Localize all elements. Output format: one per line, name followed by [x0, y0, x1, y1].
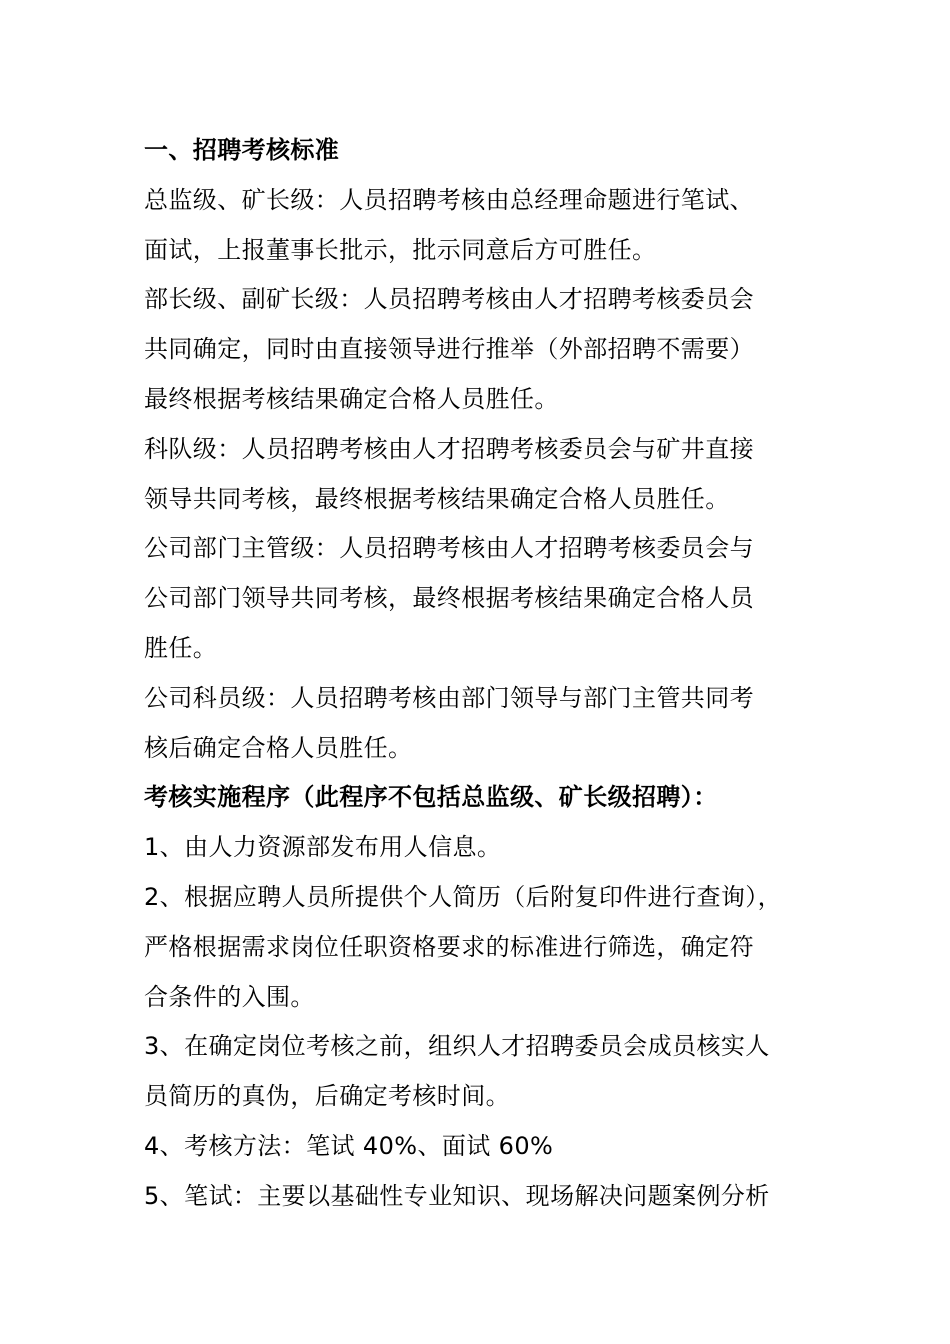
paragraph-line: 最终根据考核结果确定合格人员胜任。 [144, 384, 559, 413]
paragraph-line: 部长级、副矿长级：人员招聘考核由人才招聘考核委员会 [144, 285, 754, 314]
document-body [144, 126, 824, 1222]
procedure-heading: 考核实施程序（此程序不包括总监级、矿长级招聘）： [144, 783, 718, 812]
paragraph-line: 领导共同考核，最终根据考核结果确定合格人员胜任。 [144, 484, 730, 513]
paragraph-line: 共同确定，同时由直接领导进行推举（外部招聘不需要） [144, 335, 754, 364]
list-item-line: 1、由人力资源部发布用人信息。 [144, 833, 502, 862]
paragraph-line: 面试，上报董事长批示，批示同意后方可胜任。 [144, 235, 657, 264]
list-item-line: 3、在确定岗位考核之前，组织人才招聘委员会成员核实人 [144, 1032, 770, 1061]
list-item-line: 4、考核方法：笔试 40%、面试 60% [144, 1131, 554, 1160]
paragraph-line: 公司部门领导共同考核，最终根据考核结果确定合格人员 [144, 584, 754, 613]
paragraph-line: 公司科员级：人员招聘考核由部门领导与部门主管共同考 [144, 683, 754, 712]
paragraph-line: 胜任。 [144, 633, 218, 662]
list-item-line: 合条件的入围。 [144, 982, 315, 1011]
list-item-line: 员简历的真伪，后确定考核时间。 [144, 1082, 510, 1111]
list-item-line: 严格根据需求岗位任职资格要求的标准进行筛选，确定符 [144, 932, 754, 961]
paragraph-line: 公司部门主管级：人员招聘考核由人才招聘考核委员会与 [144, 534, 754, 563]
list-item-line: 5、笔试：主要以基础性专业知识、现场解决问题案例分析 [144, 1181, 770, 1210]
list-item-line: 2、根据应聘人员所提供个人简历（后附复印件进行查询）， [144, 882, 783, 911]
paragraph-line: 核后确定合格人员胜任。 [144, 733, 413, 762]
paragraph-line: 总监级、矿长级：人员招聘考核由总经理命题进行笔试、 [144, 185, 754, 214]
section-heading: 一、招聘考核标准 [144, 136, 340, 164]
paragraph-line: 科队级：人员招聘考核由人才招聘考核委员会与矿井直接 [144, 434, 754, 463]
